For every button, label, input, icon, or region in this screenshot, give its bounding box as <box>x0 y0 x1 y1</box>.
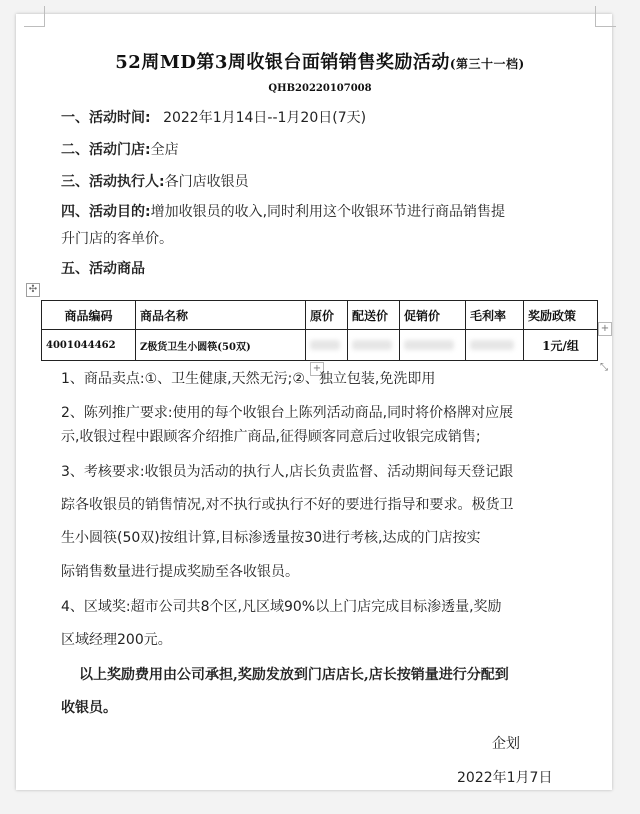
closing-line-1: 以上奖励费用由公司承担,奖励发放到门店店长,店长按销量进行分配到 <box>79 667 509 683</box>
point-3-line-3: 生小圆筷(50双)按组计算,目标渗透量按30进行考核,达成的门店按实 <box>61 530 481 546</box>
point-4-line-1: 4、区域奖:超市公司共8个区,凡区域90%以上门店完成目标渗透量,奖励 <box>61 599 502 615</box>
header-price: 原价 <box>306 301 348 330</box>
header-code: 商品编码 <box>42 301 136 330</box>
purpose-line-2: 升门店的客单价。 <box>61 231 173 247</box>
cell-policy: 1元/组 <box>524 330 598 361</box>
goods-heading-text: 五、活动商品 <box>61 261 145 277</box>
activity-store <box>61 140 179 160</box>
title-sub: (第三十一档) <box>449 57 525 71</box>
point-3-line-1: 3、考核要求:收银员为活动的执行人,店长负责监督、活动期间每天登记跟 <box>61 464 514 480</box>
document-number: QHB20220107008 <box>268 83 372 94</box>
header-margin: 毛利率 <box>466 301 524 330</box>
point-1: 1、商品卖点:①、卫生健康,天然无污;②、独立包装,免洗即用 <box>61 371 436 387</box>
header-delivery-price: 配送价 <box>348 301 400 330</box>
header-name: 商品名称 <box>136 301 306 330</box>
activity-purpose <box>61 202 505 222</box>
table-row <box>42 330 598 361</box>
point-2-line-2: 示,收银过程中跟顾客介绍推广商品,征得顾客同意后过收银完成销售; <box>61 429 481 445</box>
point-3-line-4: 际销售数量进行提成奖励至各收银员。 <box>61 564 299 580</box>
document-date: 2022年1月7日 <box>457 770 553 786</box>
page-corner-marker <box>24 6 45 27</box>
executor-value: 各门店收银员 <box>164 174 249 190</box>
cell-code: 4001044462 <box>42 330 136 361</box>
activity-executor <box>61 172 249 192</box>
closing-line-2: 收银员。 <box>61 700 117 716</box>
table-resize-handle[interactable]: ⤡ <box>600 362 608 373</box>
store-value: 全店 <box>150 142 179 158</box>
cell-price-redacted <box>306 330 348 361</box>
header-policy: 奖励政策 <box>524 301 598 330</box>
page-corner-marker <box>595 6 616 27</box>
time-value: 2022年1月14日--1月20日(7天) <box>163 110 367 126</box>
title-main: 52周MD第3周收银台面销销售奖励活动 <box>115 52 450 73</box>
executor-label: 三、活动执行人: <box>61 174 165 190</box>
header-promo-price: 促销价 <box>400 301 466 330</box>
goods-heading <box>61 259 145 279</box>
purpose-line-1: 增加收银员的收入,同时利用这个收银环节进行商品销售提 <box>150 204 506 220</box>
cell-promo-redacted <box>400 330 466 361</box>
point-3-line-2: 踪各收银员的销售情况,对不执行或执行不好的要进行指导和要求。极货卫 <box>61 497 514 513</box>
signer: 企划 <box>492 736 520 752</box>
activity-time <box>61 108 366 128</box>
add-column-handle[interactable]: + <box>598 322 612 336</box>
table-header-row <box>42 301 598 330</box>
cell-delivery-redacted <box>348 330 400 361</box>
goods-table <box>41 300 598 361</box>
cell-margin-redacted <box>466 330 524 361</box>
purpose-label: 四、活动目的: <box>61 204 151 220</box>
table-move-handle[interactable]: ✣ <box>26 283 40 297</box>
document-title <box>0 48 640 74</box>
add-row-handle[interactable]: + <box>310 362 324 376</box>
time-label: 一、活动时间: <box>61 110 151 126</box>
cell-name: Z极货卫生小圆筷(50双) <box>136 330 306 361</box>
store-label: 二、活动门店: <box>61 142 151 158</box>
point-2-line-1: 2、陈列推广要求:使用的每个收银台上陈列活动商品,同时将价格牌对应展 <box>61 405 514 421</box>
point-4-line-2: 区域经理200元。 <box>61 632 172 648</box>
